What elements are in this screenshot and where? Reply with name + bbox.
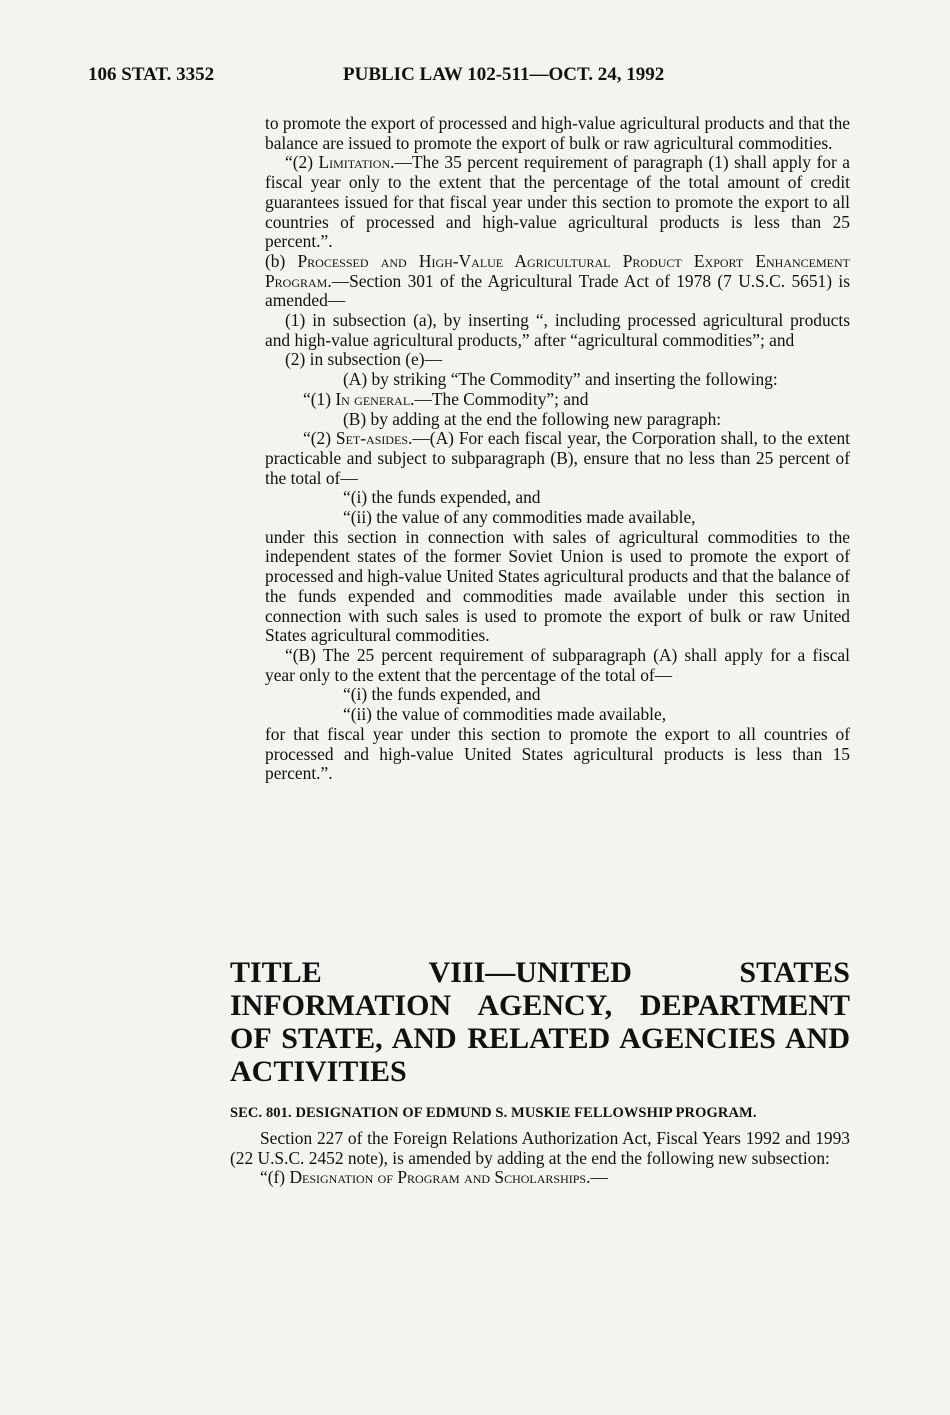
section-801 xyxy=(230,1104,850,1188)
public-law-citation: PUBLIC LAW 102-511—OCT. 24, 1992 xyxy=(343,64,665,85)
subsection-f: “(f) Designation of Program and Scholarships.— xyxy=(260,1167,608,1188)
paragraph-soviet-union: under this section in connection with sales of agricultural commodities to the independent states of the former Soviet Union is used to promote the export of processed and high-value United States agricultural products and that the balance of the funds expended and commodities made available under this section in connection with such sales is used to promote the export of bulk or raw United States agricultural commodities. xyxy=(265,526,850,646)
clause-2-B: (B) by adding at the end the following new paragraph: xyxy=(343,408,722,429)
clause-1: (1) in subsection (a), by inserting “, including processed agricultural products and high-value agricultural products,” after “agricultural commodities”; and xyxy=(265,310,850,350)
paragraph-set-asides: “(2) Set-asides.—(A) For each fiscal year, the Corporation shall, to the extent practicable and subject to subparagraph (B), ensure that no less than 25 percent of the total of— xyxy=(265,428,850,488)
clause-2: (2) in subsection (e)— xyxy=(285,349,442,370)
item-i-funds: “(i) the funds expended, and xyxy=(343,487,541,508)
statute-text xyxy=(265,114,850,784)
item-ii-commodities-2: “(ii) the value of commodities made available, xyxy=(343,704,667,725)
clause-2-A: (A) by striking “The Commodity” and inserting the following: xyxy=(343,369,778,390)
section-heading: SEC. 801. DESIGNATION OF EDMUND S. MUSKIE FELLOWSHIP PROGRAM. xyxy=(230,1105,757,1121)
paragraph-subsection-b: (b) Processed and High-Value Agricultural Product Export Enhancement Program.—Section 301 of the Agricultural Trade Act of 1978 (7 U.S.C. 5651) is amended— xyxy=(265,250,850,311)
stat-page-number: 106 STAT. 3352 xyxy=(88,64,215,85)
item-ii-commodities: “(ii) the value of any commodities made available, xyxy=(343,507,696,528)
section-body: Section 227 of the Foreign Relations Authorization Act, Fiscal Years 1992 and 1993 (22 U.S.C. 2452 note), is amended by adding at the end the following new subsection: xyxy=(230,1128,850,1168)
paragraph-continuation: to promote the export of processed and high-value agricultural products and that the balance are issued to promote the export of bulk or raw agricultural commodities. xyxy=(265,113,850,153)
title-heading: TITLE VIII—UNITED STATES INFORMATION AGENCY, DEPARTMENT OF STATE, AND RELATED AGENCIES AND ACTIVITIES xyxy=(230,956,850,1088)
clause-in-general: “(1) In general.—The Commodity”; and xyxy=(303,388,589,409)
paragraph-B-requirement: “(B) The 25 percent requirement of subparagraph (A) shall apply for a fiscal year only to the extent that the percentage of the total of— xyxy=(265,644,850,685)
paragraph-closing: for that fiscal year under this section to promote the export to all countries of processed and high-value United States agricultural products is less than 15 percent.”. xyxy=(265,723,850,784)
item-i-funds-2: “(i) the funds expended, and xyxy=(343,684,541,705)
paragraph-limitation: “(2) Limitation.—The 35 percent requirement of paragraph (1) shall apply for a fiscal year only to the extent that the percentage of the total amount of credit guarantees issued for that fiscal year under this section to promote the export to all countries of processed and high-value agricultural products is less than 25 percent.”. xyxy=(265,152,850,252)
